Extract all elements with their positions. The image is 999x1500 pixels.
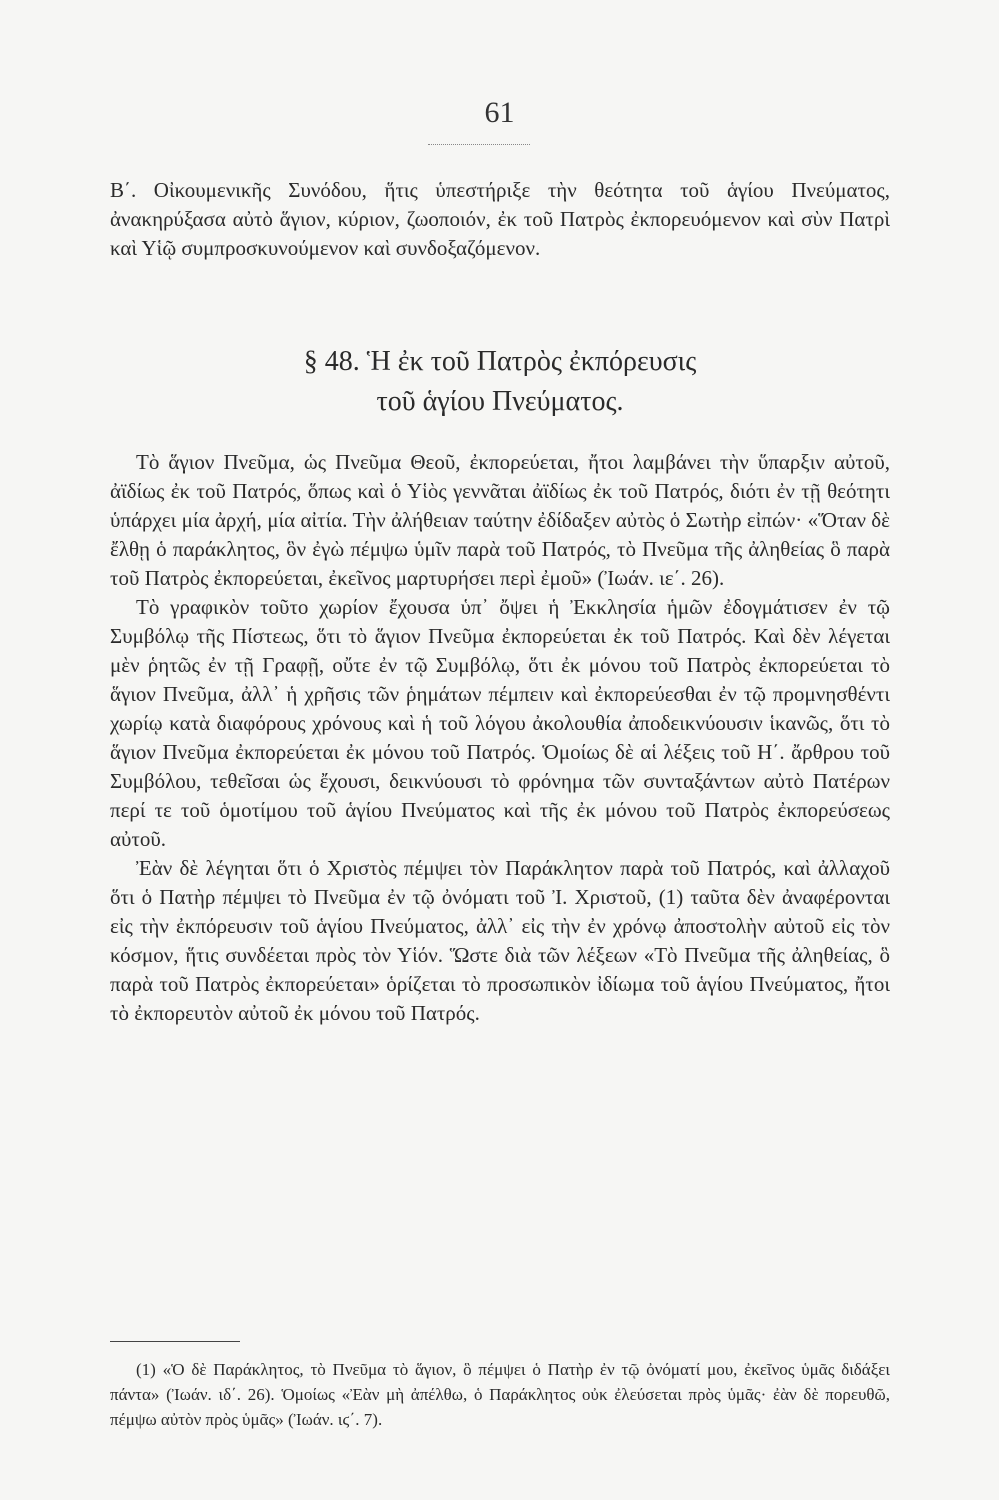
- footnote: (1) «Ὁ δὲ Παράκλητος, τὸ Πνεῦμα τὸ ἅγιον, ὃ πέμψει ὁ Πατὴρ ἐν τῷ ὀνόματί μου, ἐκεῖνος ὑμᾶς διδάξει πάντα» (Ἰωάν. ιδ΄. 26). Ὁμοίως «Ἐὰν μὴ ἀπέλθω, ὁ Παράκλητος οὐκ ἐλεύσεται πρὸς ὑμᾶς· ἐὰν δὲ πορευθῶ, πέμψω αὐτὸν πρὸς ὑμᾶς» (Ἰωάν. ιϛ΄. 7).: [110, 1359, 890, 1429]
- header-divider: [428, 144, 530, 145]
- footnote-divider: [110, 1341, 240, 1342]
- section-heading: [110, 342, 890, 422]
- paragraph: Ἐὰν δὲ λέγηται ὅτι ὁ Χριστὸς πέμψει τὸν Παράκλητον παρὰ τοῦ Πατρός, καὶ ἀλλαχοῦ ὅτι ὁ Πατὴρ πέμψει τὸ Πνεῦμα ἐν τῷ ὀνόματι τοῦ Ἰ. Χριστοῦ, (1) ταῦτα δὲν ἀναφέρονται εἰς τὴν ἐκπόρευσιν τοῦ ἁγίου Πνεύματος, ἀλλ᾿ εἰς τὴν ἐν χρόνῳ ἀποστολὴν αὐτοῦ εἰς τὸν κόσμον, ἥτις συνδέεται πρὸς τὸν Υἱόν. Ὥστε διὰ τῶν λέξεων «Τὸ Πνεῦμα τῆς ἀληθείας, ὃ παρὰ τοῦ Πατρὸς ἐκπορεύεται» ὁρίζεται τὸ προσωπικὸν ἰδίωμα τοῦ ἁγίου Πνεύματος, ἤτοι τὸ ἐκπορευτὸν αὐτοῦ ἐκ μόνου τοῦ Πατρός.: [110, 856, 890, 1025]
- intro-paragraph-block: [110, 176, 890, 263]
- section-body: [110, 448, 890, 1028]
- footnote-block: [110, 1357, 890, 1432]
- paragraph: Τὸ ἅγιον Πνεῦμα, ὡς Πνεῦμα Θεοῦ, ἐκπορεύεται, ἤτοι λαμβάνει τὴν ὕπαρξιν αὐτοῦ, ἀϊδίως ἐκ τοῦ Πατρός, ὅπως καὶ ὁ Υἱὸς γεννᾶται ἀϊδίως ἐκ τοῦ Πατρός, διότι ἐν τῇ θεότητι ὑπάρχει μία ἀρχή, μία αἰτία. Τὴν ἀλήθειαν ταύτην ἐδίδαξεν αὐτὸς ὁ Σωτὴρ εἰπών· «Ὅταν δὲ ἔλθῃ ὁ παράκλητος, ὃν ἐγὼ πέμψω ὑμῖν παρὰ τοῦ Πατρός, τὸ Πνεῦμα τῆς ἀληθείας ὃ παρὰ τοῦ Πατρὸς ἐκπορεύεται, ἐκεῖνος μαρτυρήσει περὶ ἐμοῦ» (Ἰωάν. ιε΄. 26).: [110, 450, 890, 590]
- section-heading-line1: § 48. Ἡ ἐκ τοῦ Πατρὸς ἐκπόρευσις: [303, 346, 697, 377]
- paragraph: Τὸ γραφικὸν τοῦτο χωρίον ἔχουσα ὑπ᾿ ὄψει ἡ Ἐκκλησία ἡμῶν ἐδογμάτισεν ἐν τῷ Συμβόλῳ τῆς Πίστεως, ὅτι τὸ ἅγιον Πνεῦμα ἐκπορεύεται ἐκ τοῦ Πατρός. Καὶ δὲν λέγεται μὲν ῥητῶς ἐν τῇ Γραφῇ, οὔτε ἐν τῷ Συμβόλῳ, ὅτι ἐκ μόνου τοῦ Πατρὸς ἐκπορεύεται τὸ ἅγιον Πνεῦμα, ἀλλ᾿ ἡ χρῆσις τῶν ῥημάτων πέμπειν καὶ ἐκπορεύεσθαι ἐν τῷ προμνησθέντι χωρίῳ κατὰ διαφόρους χρόνους καὶ ἡ τοῦ λόγου ἀκολουθία ἀποδεικνύουσιν ἱκανῶς, ὅτι τὸ ἅγιον Πνεῦμα ἐκπορεύεται ἐκ μόνου τοῦ Πατρός. Ὁμοίως δὲ αἱ λέξεις τοῦ Η΄. ἄρθρου τοῦ Συμβόλου, τεθεῖσαι ὡς ἔχουσι, δεικνύουσι τὸ φρόνημα τῶν συνταξάντων αὐτὸ Πατέρων περί τε τοῦ ὁμοτίμου τοῦ ἁγίου Πνεύματος καὶ τῆς ἐκ μόνου τοῦ Πατρὸς ἐκπορεύσεως αὐτοῦ.: [110, 595, 890, 851]
- page-number: 61: [484, 96, 515, 129]
- section-heading-line2: τοῦ ἁγίου Πνεύματος.: [376, 386, 624, 417]
- intro-paragraph: Β΄. Οἰκουμενικῆς Συνόδου, ἥτις ὑπεστήριξε τὴν θεότητα τοῦ ἁγίου Πνεύματος, ἀνακηρύξασα αὐτὸ ἅγιον, κύριον, ζωοποιόν, ἐκ τοῦ Πατρὸς ἐκπορευόμενον καὶ σὺν Πατρὶ καὶ Υἱῷ συμπροσκυνούμενον καὶ συνδοξαζόμενον.: [110, 178, 890, 260]
